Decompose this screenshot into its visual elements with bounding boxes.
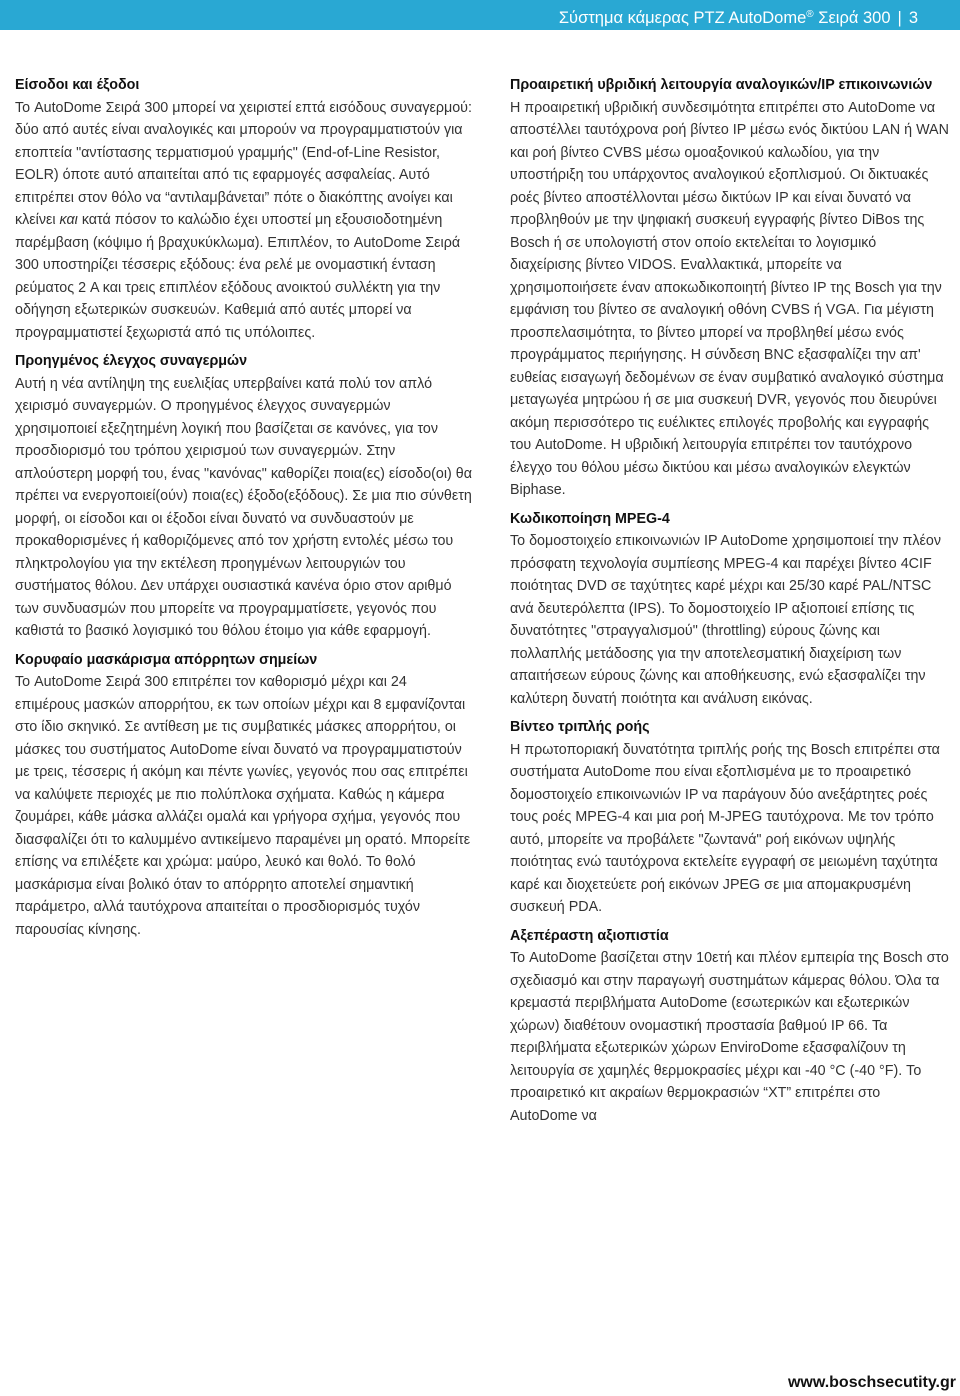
section-text-reliability: Το AutoDome βασίζεται στην 10ετή και πλέον εμπειρία της Bosch στο σχεδιασμό και στην παραγωγή συστημάτων κάμερας θόλου. Όλα τα κρεμαστά περιβλήματα AutoDome (εσωτερικών και εξωτερικών χώρων) διαθέτουν ονομαστική προστασία βαθμού IP 66. Τα περιβλήματα εξωτερικών χώρων EnviroDome εξασφαλίζουν τη λειτουργία σε χαμηλές θερμοκρασίες μέχρι και -40 °C (-40 °F). Το προαιρετικό κιτ ακραίων θερμοκρασιών “XT” επιτρέπει στο AutoDome να — [510, 950, 949, 1124]
section-title-hybrid: Προαιρετική υβριδική λειτουργία αναλογικών/IP επικοινωνιών — [510, 77, 933, 93]
section-text-mpeg4: Το δομοστοιχείο επικοινωνιών IP AutoDome χρησιμοποιεί την πλέον πρόσφατη τεχνολογία συμπίεσης MPEG-4 και παρέχει βίντεο 4CIF ποιότητας DVD σε ταχύτητες καρέ μέχρι και 25/30 καρέ PAL/NTSC ανά δευτερόλεπτα (IPS). Το δομοστοιχείο IP αξιοποιεί επίσης τις δυνατότητες "στραγγαλισμού" (throttling) εύρους ζώνης και πολλαπλής μετάδοσης για την αποτελεσματική διαχείριση των απαιτήσεων εύρους ζώνης και αποθήκευσης, ενώ εξασφαλίζει την καλύτερη δυνατή ποιότητα και ανάλυση εικόνας. — [510, 533, 942, 707]
registered-mark: ® — [806, 9, 814, 20]
section-text-privacy-masking: Το AutoDome Σειρά 300 επιτρέπει τον καθορισμό μέχρι και 24 επιμέρους μασκών απορρήτου, εκ των οποίων μέχρι και 8 εμφανίζονται στο ίδιο σκηνικό. Σε αντίθεση με τις συμβατικές μάσκες απορρήτου, οι μάσκες του συστήματος AutoDome είναι δυνατό να προγραμματιστούν με τρεις, τέσσερις ή ακόμη και πέντε γωνίες, γεγονός που σας επιτρέπει να καλύψετε περιοχές με πιο πολύπλοκα σχήματα. Καθώς η κάμερα ζουμάρει, κάθε μάσκα αλλάζει ομαλά και γρήγορα σχήμα, γεγονός που διασφαλίζει ότι το καλυμμένο αντικείμενο παραμένει μη ορατό. Μπορείτε επίσης να επιλέξετε και χρώμα: μαύρο, λευκό και θολό. Το θολό μασκάρισμα είναι βολικό όταν το απόρρητο αποτελεί σημαντική παράμετρο, αλλά ταυτόχρονα απαιτείται ο προσδιορισμός τυχόν παρουσίας κίνησης. — [15, 674, 471, 938]
section-text-hybrid: Η προαιρετική υβριδική συνδεσιμότητα επιτρέπει στο AutoDome να αποστέλλει ταυτόχρονα ροή βίντεο IP μέσω ενός δικτύου LAN ή WAN και ροή βίντεο CVBS μέσω ομοαξονικού καλωδίου, για την υποστήριξη του υπάρχοντος αναλογικού εξοπλισμού. Οι δικτυακές ροές βίντεο αποστέλλονται μέσω δικτύων IP και είναι δυνατό να προβληθούν με την ψηφιακή συσκευή εγγραφής βίντεο DiBos της Bosch ή σε υπολογιστή στον οποίο εκτελείται το λογισμικό διαχείρισης βίντεο VIDOS. Εναλλακτικά, μπορείτε να χρησιμοποιήσετε έναν αποκωδικοποιητή βίντεο IP της Bosch για την εμφάνιση του βίντεο σε αναλογική οθόνη CVBS ή VGA. Για μέγιστη προσπελασιμότητα, το βίντεο μπορεί να προβληθεί μέσω ενός προγράμματος περιήγησης. Η σύνδεση BNC εξασφαλίζει την απ' ευθείας εισαγωγή δεδομένων σε έναν συμβατικό αναλογικό σύστημα μεταγωγέα μητρώου ή σε μια συσκευή DVR, γεγονός που διευρύνει ακόμη περισσότερο τις ευέλικτες επιλογές προβολής και εγγραφής του AutoDome. Η υβριδική λειτουργία επιτρέπει τον ταυτόχρονο έλεγχο του θόλου μέσω δικτύου και μέσω αναλογικών ελεγκτών Biphase. — [510, 99, 949, 498]
section-title-privacy-masking: Κορυφαίο μασκάρισμα απόρρητων σημείων — [15, 651, 318, 668]
section-title-mpeg4: Κωδικοποίηση MPEG-4 — [510, 510, 670, 527]
header-series: Σειρά 300 — [818, 9, 891, 27]
section-title-inputs-outputs: Είσοδοι και έξοδοι — [15, 77, 140, 93]
header-separator: | — [897, 9, 902, 27]
section-title-advanced-alarm: Προηγμένος έλεγχος συναγερμών — [15, 353, 248, 369]
right-column — [510, 74, 950, 1133]
footer-url[interactable]: www.boschsecutity.gr — [787, 1374, 956, 1391]
section-text-triple-stream: Η πρωτοποριακή δυνατότητα τριπλής ροής της Bosch επιτρέπει στα συστήματα AutoDome που είναι εξοπλισμένα με το προαιρετικό δομοστοιχείο επικοινωνιών IP να παράγουν δύο ανεξάρτητες ροές τους ροές MPEG-4 και μια ροή M-JPEG ταυτόχρονα. Με τον τρόπο αυτό, μπορείτε να προβάλετε "ζωντανά" ροή εικόνων υψηλής ποιότητας ενώ ταυτόχρονα εκτελείτε εγγραφή σε μειωμένη ταχύτητα καρέ και διοχετεύετε ροή εικόνων JPEG σε μια απομακρυσμένη συσκευή PDA. — [510, 741, 940, 915]
section-title-triple-stream: Βίντεο τριπλής ροής — [510, 719, 650, 735]
section-title-reliability: Αξεπέραστη αξιοπιστία — [510, 927, 669, 944]
header-product: Σύστημα κάμερας PTZ AutoDome — [558, 9, 807, 27]
page-number: 3 — [908, 9, 918, 27]
section-text-advanced-alarm: Αυτή η νέα αντίληψη της ευελιξίας υπερβαίνει κατά πολύ τον απλό χειρισμό συναγερμών. Ο προηγμένος έλεγχος συναγερμών χρησιμοποιεί εξεζητημένη λογική που βασίζεται σε κανόνες, για τον προσδιορισμό του τρόπου χειρισμού των συναγερμών. Στην απλούστερη μορφή του, ένας "κανόνας" καθορίζει ποια(ες) είσοδο(οι) θα πρέπει να ενεργοποιεί(ούν) ποια(ες) έξοδο(εξόδους). Σε μια πιο σύνθετη μορφή, οι είσοδοι και οι έξοδοι είναι δυνατό να συνδυαστούν με προκαθορισμένες ή καθοριζόμενες από τον χρήστη εντολές μέσω του πληκτρολογίου για την εκτέλεση προηγμένων λειτουργιών του συστήματος θόλου. Δεν υπάρχει ουσιαστικά κανένα όριο στον αριθμό των συνδυασμών που μπορείτε να προγραμματίσετε, γεγονός που καθιστά το βασικό λογισμικό του θόλου έτοιμο για κάθε εφαρμογή. — [15, 375, 472, 639]
left-column — [15, 74, 473, 947]
section-text-inputs-outputs: Το AutoDome Σειρά 300 μπορεί να χειριστεί επτά εισόδους συναγερμού: δύο από αυτές είναι αναλογικές και μπορούν να προγραμματιστούν για εποπτεία "αντίστασης τερματισμού γραμμής" (End-of-Line Resistor, EOLR) όποτε αυτό απαιτείται από τις εφαρμογές ασφαλείας. Αυτό επιτρέπει στον θόλο να “αντιλαμβάνεται” πότε ο διακόπτης ανοίγει και κλείνει και κατά πόσον το καλώδιο έχει υποστεί μη εξουσιοδοτημένη παρέμβαση (κόψιμο ή βραχυκύκλωμα). Επιπλέον, το AutoDome Σειρά 300 υποστηρίζει τέσσερις εξόδους: ένα ρελέ με ονομαστική ένταση ρεύματος 2 A και τρεις επιπλέον εξόδους ανοικτού συλλέκτη για την οδήγηση εξωτερικών συσκευών. Καθεμιά από αυτές μπορεί να προγραμματιστεί ξεχωριστά από τις υπόλοιπες. — [15, 99, 472, 341]
header-title — [559, 4, 918, 29]
